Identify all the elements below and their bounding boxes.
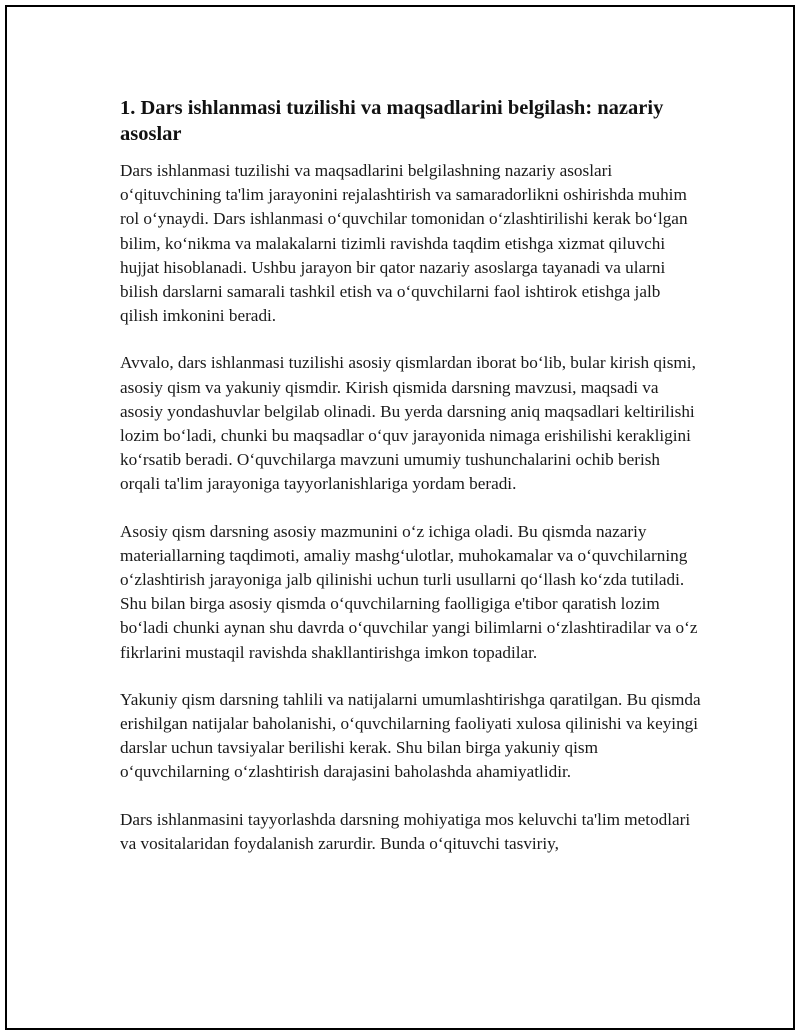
paragraph-structure: Avvalo, dars ishlanmasi tuzilishi asosiy qismlardan iborat bo‘lib, bular kirish qismi, asosiy qism va yakuniy qismdir. Kirish qismida darsning mavzusi, maqsadi va asosiy yondashuvlar belgilab olinadi. Bu yerda darsning aniq maqsadlari keltirilishi lozim bo‘ladi, chunki bu maqsadlar o‘quv jarayonida nimaga erishilishi kerakligini ko‘rsatib beradi. O‘quvchilarga mavzuni umumiy tushunchalarini ochib berish orqali ta'lim jarayoniga tayyorlanishlariga yordam beradi. [120, 353, 696, 494]
paragraph-final-part: Yakuniy qism darsning tahlili va natijalarni umumlashtirishga qaratilgan. Bu qismda erishilgan natijalar baholanishi, o‘quvchilarning faoliyati xulosa qilinishi va keyingi darslar uchun tavsiyalar berilishi kerak. Shu bilan birga yakuniy qism o‘quvchilarning o‘zlashtirish darajasini baholashda ahamiyatlidir. [120, 689, 701, 782]
paragraph-main-part: Asosiy qism darsning asosiy mazmunini o‘z ichiga oladi. Bu qismda nazariy materiallarning taqdimoti, amaliy mashg‘ulotlar, muhokamalar va o‘quvchilarning o‘zlashtirish jarayoniga jalb qilinishi uchun turli usullarni qo‘llash ko‘zda tutiladi. Shu bilan birga asosiy qismda o‘quvchilarning faolligiga e'tibor qaratish lozim bo‘ladi chunki aynan shu davrda o‘quvchilar yangi bilimlarni o‘zlashtiradilar va o‘z fikrlarini mustaqil ravishda shakllantirishga imkon topadilar. [120, 521, 698, 662]
document-body [120, 95, 702, 879]
paragraph-methods: Dars ishlanmasini tayyorlashda darsning mohiyatiga mos keluvchi ta'lim metodlari va vositalaridan foydalanish zarurdir. Bunda o‘qituvchi tasviriy, [120, 809, 691, 853]
paragraph-intro: Dars ishlanmasi tuzilishi va maqsadlarini belgilashning nazariy asoslari o‘qituvchining ta'lim jarayonini rejalashtirish va samaradorlikni oshirishda muhim rol o‘ynaydi. Dars ishlanmasi o‘quvchilar tomonidan o‘zlashtirilishi kerak bo‘lgan bilim, ko‘nikma va malakalarni tizimli ravishda taqdim etishga xizmat qiluvchi hujjat hisoblanadi. Ushbu jarayon bir qator nazariy asoslarga tayanadi va ularni bilish darslarni samarali tashkil etish va o‘quvchilarni faol ishtirok etishga jalb qilish imkonini beradi. [120, 161, 688, 326]
section-heading: 1. Dars ishlanmasi tuzilishi va maqsadlarini belgilash: nazariy asoslar [120, 97, 664, 145]
document-page [5, 5, 795, 1030]
